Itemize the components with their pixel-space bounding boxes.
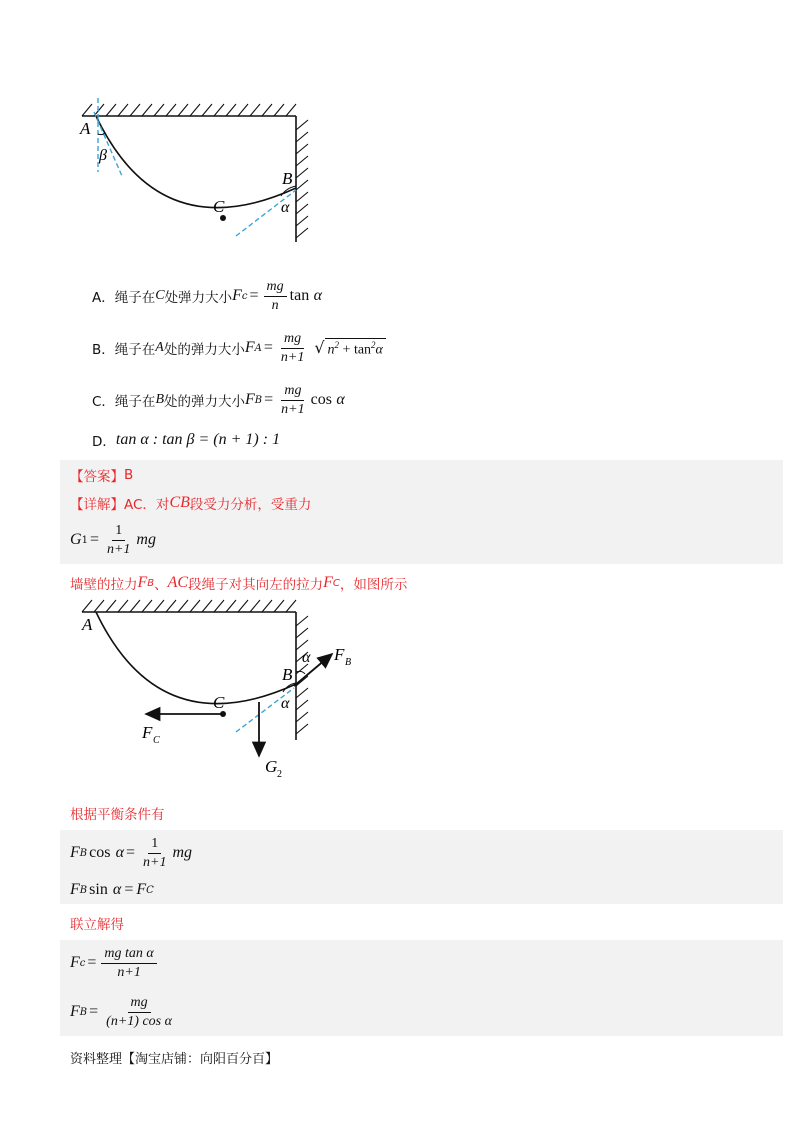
label-alpha-lower: α	[281, 695, 290, 712]
label-fc-sub: C	[153, 735, 160, 746]
equation-4: F B = $\frac{mg}{\text{(n+1) cos α}}$	[70, 992, 178, 1032]
label-g2-sub: 2	[277, 769, 282, 780]
equation-g1: G 1 = $\frac{1}{n+1}$ mg	[70, 522, 156, 557]
paragraph-forces: 墙壁的拉力 F B 、 AC 段绳子对其向左的拉力 F C ，如图所示	[70, 574, 408, 593]
rope-curve-2	[96, 612, 296, 704]
label-fb-sub: B	[345, 657, 352, 668]
option-a: A．绳子在 C 处弹力大小 F c = $\frac{mg}{n}$ tan α	[92, 278, 323, 313]
label-fb: F	[334, 645, 345, 664]
paragraph-solve: 联立解得	[70, 917, 124, 933]
detail-line: 【详解】 AC．对 CB 段受力分析，受重力	[70, 494, 312, 513]
option-b: B．绳子在 A 处的弹力大小 F A = $\frac{mg}{n+1}$ √ $n^2 + \tan^2\alpha$	[92, 328, 386, 368]
label-c-2: C	[213, 693, 225, 712]
label-alpha: α	[281, 199, 290, 216]
option-b-sqrt: √ $n^2 + \tan^2\alpha$	[314, 338, 386, 359]
option-d: D． tan α : tan β = (n + 1) : 1	[92, 431, 281, 450]
eq4-fraction: $\frac{mg}{\text{(n+1) cos α}}$	[106, 994, 172, 1029]
option-c: C．绳子在 B 处的弹力大小 F B = $\frac{mg}{n+1}$ cos α	[92, 382, 345, 417]
label-a: A	[80, 119, 91, 138]
footer-source: 资料整理【淘宝店铺：向阳百分百】	[70, 1052, 279, 1067]
equation-1: F B cos α = $\frac{1}{n+1}$ mg	[70, 835, 193, 870]
answer-line: 【答案】 B	[70, 467, 134, 485]
label-b: B	[282, 169, 293, 188]
g1-fraction: $\frac{1}{n+1}$	[106, 522, 131, 557]
option-c-fraction: $\frac{mg}{n+1}$	[281, 382, 305, 417]
label-c: C	[213, 197, 225, 216]
option-b-fraction: $\frac{mg}{n+1}$	[280, 330, 305, 365]
option-a-fraction: $\frac{mg}{n}$	[264, 280, 287, 313]
paragraph-equilibrium: 根据平衡条件有	[70, 807, 165, 823]
label-alpha-upper: α	[302, 649, 311, 666]
eq3-fraction: $\frac{\text{mg tan α}}{n+1}$	[101, 947, 156, 980]
equation-3: F c = $\frac{\text{mg tan α}}{n+1}$	[70, 943, 160, 983]
label-g2: G	[265, 757, 278, 776]
label-beta: β	[99, 147, 107, 164]
label-b-2: B	[282, 665, 293, 684]
equation-2: F B sin α = F C	[70, 881, 154, 898]
ceiling-2	[82, 600, 296, 612]
label-a-2: A	[82, 615, 93, 634]
eq1-fraction: $\frac{1}{n+1}$	[143, 835, 167, 870]
label-fc: F	[142, 723, 153, 742]
